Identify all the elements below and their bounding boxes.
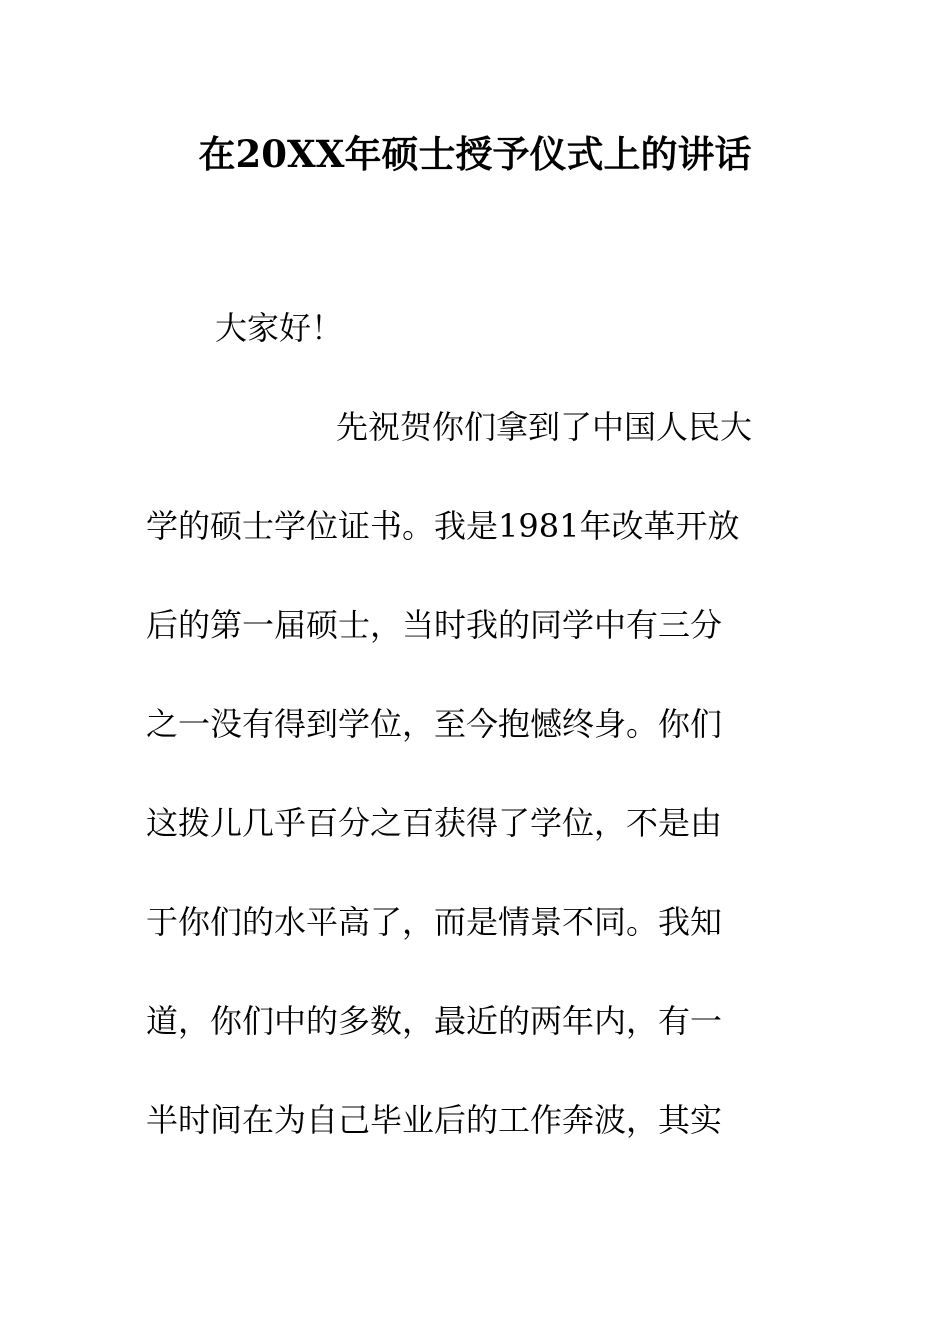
body-line: 半时间在为自己毕业后的工作奔波，其实 <box>146 1101 723 1139</box>
body-line: 后的第一届硕士，当时我的同学中有三分 <box>146 606 723 644</box>
body-line: 道，你们中的多数，最近的两年内，有一 <box>146 1002 723 1040</box>
body-line: 先祝贺你们拿到了中国人民大 <box>336 408 753 446</box>
body-line: 之一没有得到学位，至今抱憾终身。你们 <box>146 705 723 743</box>
body-line: 这拨儿几乎百分之百获得了学位，不是由 <box>146 804 723 842</box>
body-line: 于你们的水平高了，而是情景不同。我知 <box>146 903 723 941</box>
greeting-line: 大家好！ <box>215 309 344 347</box>
document-title: 在20XX年硕士授予仪式上的讲话 <box>198 132 752 176</box>
body-line: 学的硕士学位证书。我是1981年改革开放 <box>146 507 740 545</box>
